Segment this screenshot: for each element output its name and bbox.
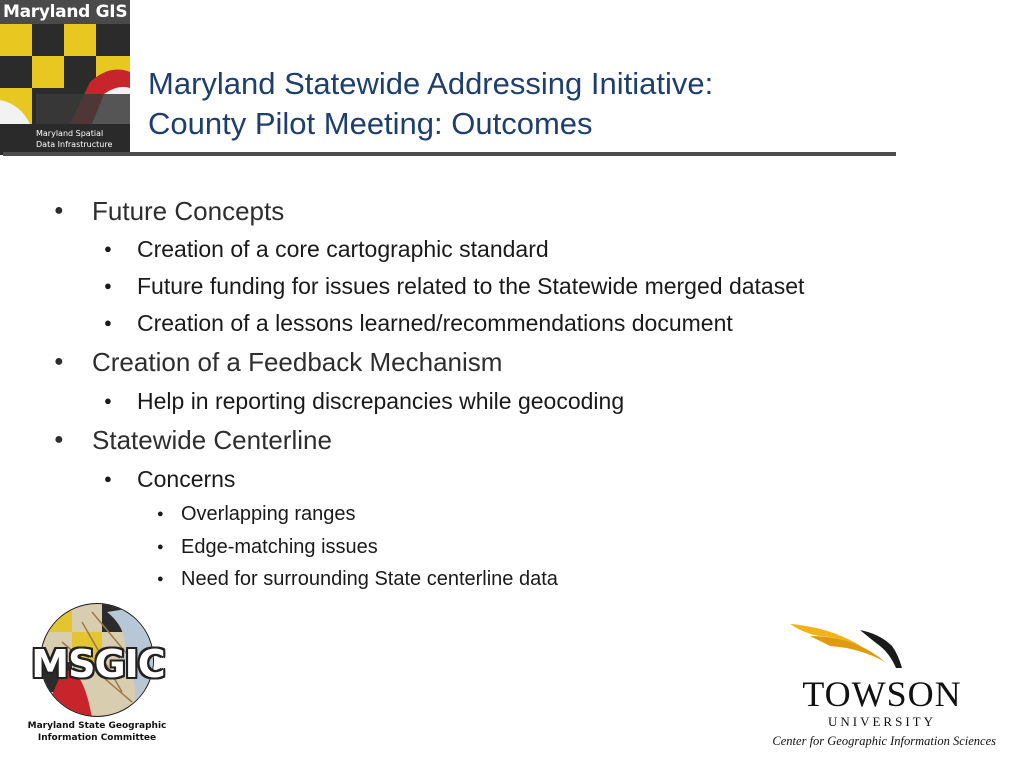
bullet-item: [157, 502, 356, 526]
maryland-flag-icon: [0, 24, 130, 124]
bullet-text: Creation of a Feedback Mechanism: [92, 347, 503, 377]
bullet-dot-icon: ●: [157, 508, 164, 520]
logo-caption-line1: Maryland Spatial: [36, 129, 104, 138]
bullet-text: Edge-matching issues: [181, 536, 378, 558]
towson-university-label: UNIVERSITY: [828, 714, 936, 729]
towson-center-label: Center for Geographic Information Sciences: [772, 734, 996, 748]
msgic-wordmark: MSGIC: [31, 642, 165, 686]
msgic-caption-line2: Information Committee: [37, 733, 157, 743]
logo-caption-line2: Data Infrastructure: [36, 140, 113, 149]
bullet-dot-icon: ●: [157, 541, 164, 553]
title-divider: [3, 152, 896, 156]
bullet-text: Overlapping ranges: [181, 503, 356, 525]
maryland-gis-logo: [0, 0, 130, 155]
msgic-logo: [22, 602, 172, 752]
bullet-text: Statewide Centerline: [92, 425, 332, 455]
bullet-item: [104, 387, 625, 415]
towson-wordmark: TOWSON: [802, 674, 962, 714]
msgic-caption-line1: Maryland State Geographic: [27, 721, 167, 731]
bullet-dot-icon: ●: [54, 431, 64, 448]
bullet-item: [104, 309, 733, 337]
logo-title: Maryland GIS: [0, 0, 130, 24]
bullet-dot-icon: ●: [157, 573, 164, 585]
bullet-dot-icon: ●: [104, 315, 112, 330]
bullet-dot-icon: ●: [54, 353, 64, 370]
page-title: [148, 64, 888, 144]
logo-caption: [36, 128, 130, 150]
bullet-text: Creation of a core cartographic standard: [137, 236, 549, 262]
bullet-item: [54, 346, 503, 378]
bullet-text: Need for surrounding State centerline data: [181, 568, 558, 590]
bullet-item: [157, 567, 558, 591]
bullet-text: Future Concepts: [92, 196, 285, 226]
bullet-dot-icon: ●: [104, 393, 112, 408]
bullet-item: [104, 272, 805, 300]
bullet-item: [54, 424, 332, 456]
bullet-dot-icon: ●: [104, 278, 112, 293]
bullet-item: [54, 195, 285, 227]
bullet-dot-icon: ●: [104, 471, 112, 486]
bullet-item: [157, 535, 378, 559]
bullet-dot-icon: ●: [54, 202, 64, 219]
towson-logo: [760, 612, 1000, 752]
msgic-caption: [22, 720, 172, 744]
bullet-text: Future funding for issues related to the Statewide merged dataset: [137, 273, 805, 299]
bullet-item: [104, 235, 549, 263]
title-line-1: Maryland Statewide Addressing Initiative:: [148, 66, 714, 101]
bullet-text: Concerns: [137, 466, 236, 492]
title-line-2: County Pilot Meeting: Outcomes: [148, 106, 593, 141]
bullet-text: Help in reporting discrepancies while geocoding: [137, 388, 625, 414]
towson-swoosh-icon: [780, 616, 930, 676]
bullet-item: [104, 465, 236, 493]
bullet-dot-icon: ●: [104, 241, 112, 256]
bullet-text: Creation of a lessons learned/recommendations document: [137, 310, 733, 336]
